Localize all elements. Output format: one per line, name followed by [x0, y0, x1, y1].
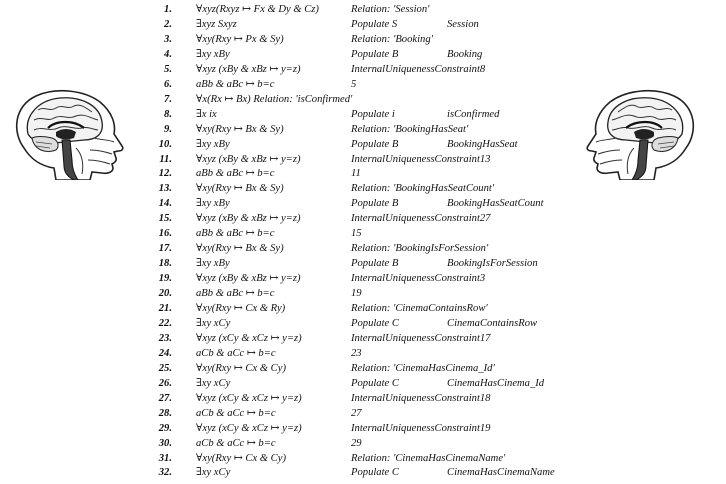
line-formula: ∃xy xCy [196, 317, 231, 329]
line-formula: aBb & aBc ↦ b=c [196, 288, 275, 300]
line-argument: BookingHasSeatCount [447, 198, 544, 210]
line-number: 11. [159, 153, 172, 165]
line-formula: ∀xyz (xCy & xCz ↦ y=z) [196, 332, 302, 344]
line-number: 3. [164, 33, 172, 45]
line-argument: CinemaHasCinema_Id [447, 377, 545, 389]
line-justification: Populate S [351, 18, 398, 30]
proof-line [0, 47, 726, 62]
line-justification: Populate C [351, 377, 399, 389]
line-number: 19. [158, 273, 172, 285]
line-justification: Relation: 'CinemaHasCinema_Id' [351, 362, 495, 374]
line-argument: isConfirmed [447, 108, 500, 120]
line-formula: ∀xy(Rxy ↦ Px & Sy) [196, 33, 284, 45]
line-justification: 23 [351, 347, 362, 359]
line-formula: aCb & aCc ↦ b=c [196, 437, 276, 449]
proof-line [0, 211, 726, 226]
line-formula: ∃xy xCy [196, 377, 231, 389]
line-number: 32. [158, 467, 172, 479]
line-number: 15. [158, 213, 172, 225]
proof-line [0, 436, 726, 451]
proof-line [0, 107, 726, 122]
proof-line [0, 152, 726, 167]
proof-line [0, 32, 726, 47]
proof-line [0, 301, 726, 316]
line-formula: ∃xy xCy [196, 467, 231, 479]
line-number: 27. [158, 392, 172, 404]
proof-line [0, 421, 726, 436]
line-justification: InternalUniquenessConstraint19 [351, 422, 491, 434]
line-formula: ∃xy xBy [196, 198, 230, 210]
line-argument: CinemaHasCinemaName [447, 467, 555, 479]
line-formula: ∀xy(Rxy ↦ Cx & Cy) [196, 452, 286, 464]
line-number: 17. [158, 243, 172, 255]
proof-line [0, 92, 726, 107]
line-formula: ∃x ix [196, 108, 217, 120]
line-formula: ∃xy xBy [196, 138, 230, 150]
proof-line [0, 17, 726, 32]
line-number: 29. [158, 422, 172, 434]
line-justification: Relation: 'CinemaContainsRow' [351, 303, 488, 314]
line-formula: ∃xyz Sxyz [196, 18, 237, 30]
line-formula: ∀xyz (xBy & xBz ↦ y=z) [196, 153, 301, 165]
line-number: 2. [164, 18, 172, 30]
proof-line [0, 122, 726, 137]
proof-line [0, 256, 726, 271]
line-formula: ∀xy(Rxy ↦ Bx & Sy) [196, 243, 284, 255]
line-justification: InternalUniquenessConstraint3 [351, 273, 486, 285]
line-argument: Session [447, 18, 479, 30]
line-justification: Populate B [351, 198, 399, 210]
line-formula: ∃xy xBy [196, 258, 230, 270]
line-number: 31. [158, 452, 172, 464]
line-number: 20. [158, 288, 172, 300]
line-justification: Populate B [351, 48, 399, 60]
line-formula: ∀xyz (xBy & xBz ↦ y=z) [196, 213, 301, 225]
proof-line [0, 2, 726, 17]
proof-line [0, 465, 726, 480]
line-number: 14. [158, 198, 172, 210]
line-justification: InternalUniquenessConstraint8 [351, 63, 486, 75]
line-number: 1. [164, 4, 172, 15]
line-argument: CinemaContainsRow [447, 317, 538, 329]
proof-line [0, 316, 726, 331]
proof-line [0, 196, 726, 211]
line-justification: Relation: 'BookingIsForSession' [351, 243, 489, 255]
line-justification: 11 [351, 168, 361, 180]
proof-line [0, 361, 726, 376]
line-number: 12. [158, 168, 172, 180]
proof-line [0, 77, 726, 92]
line-argument: Booking [447, 48, 483, 60]
line-justification: Populate B [351, 138, 399, 150]
proof-line [0, 271, 726, 286]
line-number: 21. [158, 303, 172, 314]
line-justification: 5 [351, 78, 357, 90]
line-justification: Relation: 'BookingHasSeatCount' [351, 183, 495, 195]
line-justification: InternalUniquenessConstraint18 [351, 392, 491, 404]
line-justification: Populate C [351, 467, 399, 479]
line-justification: Populate B [351, 258, 399, 270]
line-formula: ∀xy(Rxy ↦ Cx & Cy) [196, 362, 286, 374]
line-justification: 29 [351, 437, 362, 449]
proof-line [0, 331, 726, 346]
line-formula: aCb & aCc ↦ b=c [196, 407, 276, 419]
line-number: 18. [158, 258, 172, 270]
line-formula: aBb & aBc ↦ b=c [196, 168, 275, 180]
line-number: 4. [164, 48, 172, 60]
line-formula: ∀xy(Rxy ↦ Bx & Sy) [196, 123, 284, 135]
proof-line [0, 62, 726, 77]
line-number: 26. [158, 377, 172, 389]
line-number: 7. [164, 93, 172, 105]
line-justification: 19 [351, 288, 362, 300]
line-number: 13. [158, 183, 172, 195]
line-formula: ∃xy xBy [196, 48, 230, 60]
proof-line [0, 346, 726, 361]
line-formula: ∀x(Rx ↦ Bx) Relation: 'isConfirmed' [196, 93, 353, 105]
line-formula: aBb & aBc ↦ b=c [196, 228, 275, 240]
proof-line [0, 451, 726, 466]
line-formula: ∀xy(Rxy ↦ Cx & Ry) [196, 303, 286, 314]
line-number: 28. [158, 407, 172, 419]
line-justification: InternalUniquenessConstraint17 [351, 332, 491, 344]
line-number: 30. [158, 437, 172, 449]
line-argument: BookingIsForSession [447, 258, 538, 270]
line-justification: InternalUniquenessConstraint13 [351, 153, 491, 165]
line-justification: Relation: 'Session' [351, 4, 430, 15]
line-justification: 27 [351, 407, 362, 419]
line-formula: ∀xyz (xBy & xBz ↦ y=z) [196, 273, 301, 285]
line-formula: ∀xyz(Rxyz ↦ Fx & Dy & Cz) [196, 4, 319, 15]
line-number: 8. [164, 108, 172, 120]
proof-line [0, 286, 726, 301]
line-number: 22. [158, 317, 172, 329]
line-number: 6. [164, 78, 172, 90]
line-justification: Populate C [351, 317, 399, 329]
line-justification: Relation: 'CinemaHasCinemaName' [351, 452, 506, 464]
line-number: 10. [158, 138, 172, 150]
proof-line [0, 166, 726, 181]
line-formula: aCb & aCc ↦ b=c [196, 347, 276, 359]
proof-line [0, 376, 726, 391]
line-number: 5. [164, 63, 172, 75]
line-formula: aBb & aBc ↦ b=c [196, 78, 275, 90]
line-formula: ∀xyz (xCy & xCz ↦ y=z) [196, 422, 302, 434]
line-number: 25. [158, 362, 172, 374]
line-justification: InternalUniquenessConstraint27 [351, 213, 491, 225]
line-justification: Relation: 'Booking' [351, 33, 433, 45]
line-justification: 15 [351, 228, 362, 240]
line-number: 9. [164, 123, 172, 135]
proof-line [0, 181, 726, 196]
line-number: 24. [158, 347, 172, 359]
line-argument: BookingHasSeat [447, 138, 518, 150]
proof-line [0, 137, 726, 152]
line-number: 16. [158, 228, 172, 240]
line-justification: Populate i [351, 108, 395, 120]
line-formula: ∀xy(Rxy ↦ Bx & Sy) [196, 183, 284, 195]
line-formula: ∀xyz (xBy & xBz ↦ y=z) [196, 63, 301, 75]
proof-line [0, 391, 726, 406]
proof-line [0, 241, 726, 256]
line-number: 23. [158, 332, 172, 344]
proof-line [0, 406, 726, 421]
line-justification: Relation: 'BookingHasSeat' [351, 123, 469, 135]
line-formula: ∀xyz (xCy & xCz ↦ y=z) [196, 392, 302, 404]
proof-line [0, 226, 726, 241]
